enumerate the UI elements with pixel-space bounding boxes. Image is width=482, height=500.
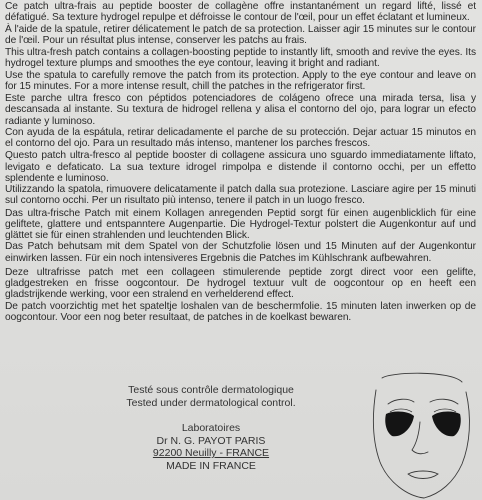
german-instructions: Das Patch behutsam mit dem Spatel von der Schutzfolie lösen und 15 Minuten auf der Augenkontur einwirken lassen. Für ein noch intensiveres Ergebnis die Patches im Kühlschrank aufbewahren. (5, 241, 476, 264)
section-english (5, 47, 476, 92)
section-italian (5, 150, 476, 206)
italian-description: Questo patch ultra-fresco al peptide booster di collagene assicura uno sguardo immediatamente liftato, levigato e defaticato. La sua texture idrogel rimpolpa e distende il contorno occhi, per un effetto splendente e luminoso. (5, 150, 476, 184)
spanish-description: Este parche ultra fresco con péptidos potenciadores de colágeno ofrece una mirada tersa, lisa y descansada al instante. Su textura de hidrogel rellena y alisa el contorno del ojo, para lograr un efecto radiante y luminoso. (5, 93, 476, 127)
lab-person: Dr N. G. PAYOT PARIS (156, 434, 266, 447)
lab-name: Laboratoires (181, 422, 241, 434)
section-german (5, 208, 476, 264)
face-with-eye-patches-icon (362, 370, 480, 500)
dutch-instructions: De patch voorzichtig met het spateltje loshalen van de beschermfolie. 15 minuten laten inwerken op de oogcontour. Voor een nog beter resultaat, de patches in de koelkast bewaren. (5, 300, 476, 323)
french-description: Ce patch ultra-frais au peptide booster de collagène offre instantanément un regard lifté, lissé et défatigué. Sa texture hydrogel repulpe et défroisse le contour de l'œil, pour un effet éclatant et lumineux. (5, 1, 476, 24)
section-french (5, 1, 476, 46)
dutch-description: Deze ultrafrisse patch met een collageen stimulerende peptide zorgt direct voor een gelifte, gladgestreken en frisse oogcontour. De hydrogel textuur vult de oogcontour op en heeft een gladstrijkende werking, voor een stralend en verhelderend effect. (5, 266, 476, 301)
tested-french: Testé sous contrôle dermatologique (128, 384, 294, 396)
instructions-text (5, 1, 476, 323)
italian-instructions: Utilizzando la spatola, rimuovere delicatamente il patch dalla sua protezione. Lasciare agire per 15 minuti sul contorno occhi. Per un risultato più intenso, tenere il patch in un luogo fresco. (5, 184, 476, 207)
section-dutch (5, 267, 476, 323)
english-description: This ultra-fresh patch contains a collagen-boosting peptide to instantly lift, smooth and revive the eyes. Its hydrogel texture plumps and smoothes the eye contour, leaving it bright and radiant. (5, 47, 476, 70)
spanish-instructions: Con ayuda de la espátula, retirar delicadamente el parche de su protección. Dejar actuar 15 minutos en el contorno del ojo. Para un resultado más intenso, mantener los parches frescos. (5, 126, 476, 149)
german-description: Das ultra-frische Patch mit einem Kollagen anregenden Peptid sorgt für einen augenblicklich für eine geliftete, glattere und entspanntere Augenpartie. Die Hydrogel-Textur polstert die Augenkontur auf und glättet sie für einen strahlenden und leuchtenden Blick. (5, 207, 476, 241)
footer-info (76, 384, 346, 472)
tested-english: Tested under dermatological control. (126, 396, 296, 409)
french-instructions: À l'aide de la spatule, retirer délicatement le patch de sa protection. Laisser agir 15 minutes sur le contour de l'œil. Pour un résultat plus intense, conserver les patchs au frais. (5, 23, 476, 46)
english-instructions: Use the spatula to carefully remove the patch from its protection. Apply to the eye contour and leave on for 15 minutes. For a more intense result, chill the patches in the refrigerator first. (5, 69, 476, 92)
made-in: MADE IN FRANCE (166, 459, 256, 472)
lab-city: 92200 Neuilly - FRANCE (152, 447, 270, 459)
section-spanish (5, 93, 476, 149)
